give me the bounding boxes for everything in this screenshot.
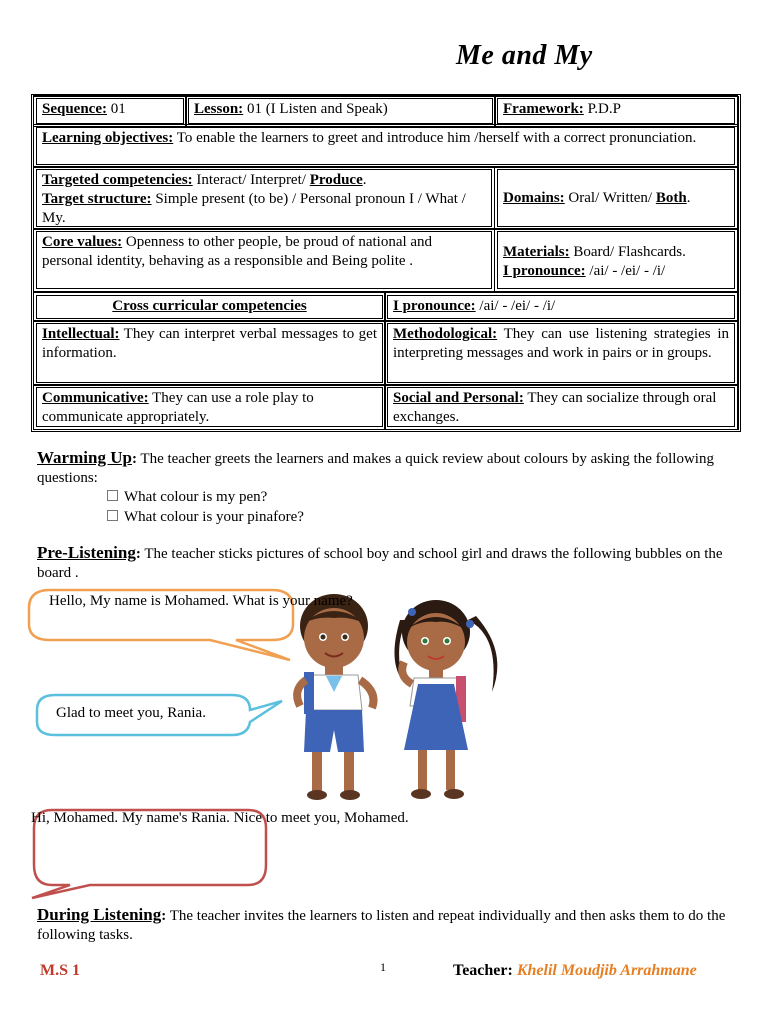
materials-value: Board/ Flashcards.: [569, 244, 686, 260]
social-label: Social and Personal:: [393, 390, 524, 406]
core-values-label: Core values:: [42, 234, 123, 250]
page-title: Me and My: [456, 40, 593, 71]
cross-curricular-label: Cross curricular competencies: [112, 298, 307, 314]
objectives-value: To enable the learners to greet and introduce him /herself with a correct pronunciation.: [173, 130, 697, 146]
social-cell: [387, 387, 735, 427]
warming-question-2: [107, 508, 304, 527]
core-values-cell: [36, 231, 492, 289]
pronounce2-value: /ai/ - /ei/ - /i/: [475, 298, 556, 314]
competencies-cell: Targeted competencies: Interact/ Interpret/ Produce. Target structure: Simple present (to be) / Personal pronoun I / What / My.: [36, 169, 492, 227]
during-listening-text: The teacher invites the learners to listen and repeat individually and then asks them to do the following tasks.: [37, 908, 726, 943]
warming-question-1: [107, 488, 267, 507]
pre-listening-section: Pre-Listening: The teacher sticks pictures of school boy and school girl and draws the following bubbles on the board .: [37, 543, 723, 581]
methodological-value: They can use listening strategies in interpreting messages and work in pairs or in groups.: [393, 326, 729, 361]
bubble-3-text: Hi, Mohamed. My name's Rania. Nice to meet you, Mohamed.: [31, 810, 409, 826]
warming-up-heading: Warming Up: [37, 448, 132, 467]
lesson-cell: [188, 98, 493, 124]
teacher-name: Khelil Moudjib Arrahmane: [516, 962, 697, 979]
teacher-label: Teacher:: [453, 962, 517, 979]
framework-value: P.D.P: [583, 101, 621, 117]
domains-label: Domains:: [503, 190, 565, 206]
materials-cell: [497, 231, 735, 289]
objectives-cell: [36, 127, 735, 165]
methodological-cell: [387, 323, 735, 383]
page-number: 1: [380, 960, 386, 974]
intellectual-label: Intellectual:: [42, 326, 120, 342]
core-values-value: Openness to other people, be proud of national and personal identity, behaving as a responsible and Being polite .: [42, 234, 433, 269]
structure-label: Target structure:: [42, 191, 152, 207]
pre-listening-heading: Pre-Listening: [37, 543, 136, 562]
lesson-label: Lesson:: [194, 101, 244, 117]
sequence-value: 01: [107, 101, 126, 117]
social-value: They can socialize through oral exchanges.: [393, 390, 717, 425]
bubble-2-text: Glad to meet you, Rania.: [56, 705, 206, 721]
lesson-value: 01 (I Listen and Speak): [243, 101, 388, 117]
communicative-label: Communicative:: [42, 390, 149, 406]
sequence-cell: [36, 98, 184, 124]
cross-curricular-cell: [36, 295, 383, 319]
domains-cell: Domains: Oral/ Written/ Both.: [497, 169, 735, 227]
pronounce2-cell: [387, 295, 735, 319]
footer-teacher: [453, 962, 697, 980]
sequence-label: Sequence:: [42, 101, 107, 117]
during-listening-section: During Listening: The teacher invites the learners to listen and repeat individually and then asks them to do the following tasks.: [37, 905, 726, 943]
communicative-value: They can use a role play to communicate appropriately.: [42, 390, 314, 425]
objectives-label: Learning objectives:: [42, 130, 174, 146]
domains-both: Both: [655, 190, 687, 206]
pronounce-value: /ai/ - /ei/ - /i/: [585, 263, 666, 279]
question-text: What colour is my pen?: [124, 489, 268, 505]
competencies-value: Interact/ Interpret/: [192, 172, 310, 188]
warming-up-text: The teacher greets the learners and makes a quick review about colours by asking the following questions:: [37, 451, 714, 486]
communicative-cell: [36, 387, 383, 427]
domains-value: Oral/ Written/: [564, 190, 656, 206]
intellectual-cell: [36, 323, 383, 383]
pronounce-label: I pronounce:: [503, 263, 586, 279]
pronounce2-label: I pronounce:: [393, 298, 476, 314]
framework-cell: [497, 98, 735, 124]
footer-level: M.S 1: [40, 962, 80, 979]
competencies-label: Targeted competencies:: [42, 172, 193, 188]
checkbox-icon: [107, 490, 118, 501]
materials-label: Materials:: [503, 244, 570, 260]
intellectual-value: They can interpret verbal messages to get information.: [42, 326, 377, 361]
bubble-1-text: Hello, My name is Mohamed. What is your name?: [49, 593, 353, 609]
framework-label: Framework:: [503, 101, 584, 117]
competencies-produce: Produce: [309, 172, 363, 188]
speech-bubbles: [0, 580, 768, 900]
warming-up-section: Warming Up: The teacher greets the learners and makes a quick review about colours by asking the following questions:: [37, 448, 714, 486]
school-boy-illustration: [297, 594, 373, 800]
school-girl-illustration: [394, 600, 497, 799]
methodological-label: Methodological:: [393, 326, 498, 342]
pre-listening-text: The teacher sticks pictures of school boy and school girl and draws the following bubbles on the board .: [37, 546, 723, 581]
structure-value: Simple present (to be) / Personal pronoun I / What / My.: [42, 191, 466, 226]
checkbox-icon: [107, 510, 118, 521]
during-listening-heading: During Listening: [37, 905, 162, 924]
question-text: What colour is your pinafore?: [124, 509, 304, 525]
